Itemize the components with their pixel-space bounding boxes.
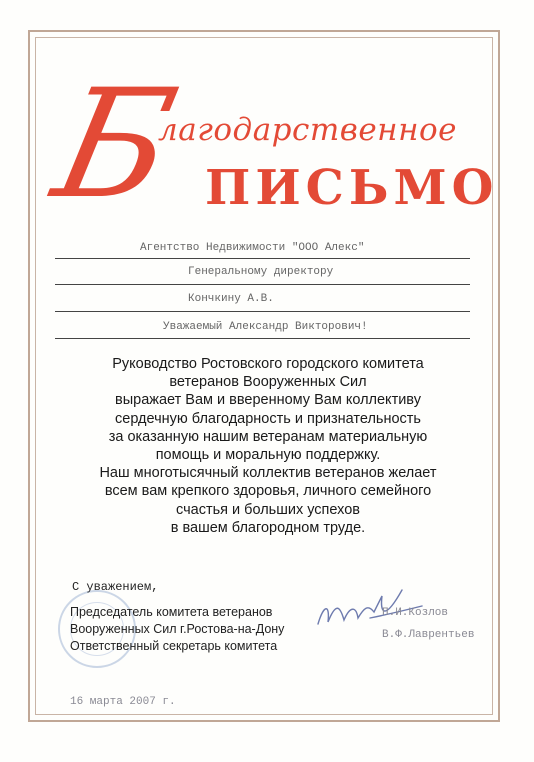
addressee-name: Кончкину А.В. [188, 293, 274, 305]
signatory-name: В.Ф.Лаврентьев [382, 629, 475, 641]
signatory-name: П.И.Козлов [382, 607, 449, 619]
letter-body [58, 355, 478, 537]
title-initial: Б [41, 58, 189, 232]
body-line: помощь и моральную поддержку. [155, 447, 381, 464]
signatory-title: Вооруженных Сил г.Ростова-на-Дону [70, 622, 285, 636]
letter-date: 16 марта 2007 г. [70, 696, 176, 708]
body-line: Руководство Ростовского городского комитета [112, 356, 424, 372]
signatory-title: Председатель комитета ветеранов [70, 605, 273, 619]
body-line: за оказанную нашим ветеранам материальную [108, 428, 428, 445]
address-rule [55, 258, 470, 259]
body-line: Наш многотысячный коллектив ветеранов желает [99, 465, 437, 482]
body-line: всем вам крепкого здоровья, личного семейного [104, 483, 432, 500]
address-rule [55, 284, 470, 285]
body-line: в вашем благородном труде. [170, 519, 366, 536]
signatory-title: Ответственный секретарь комитета [70, 639, 278, 653]
body-line: выражает Вам и вверенному Вам коллективу [115, 392, 421, 409]
signatory-names [382, 602, 474, 646]
greeting: Уважаемый Александр Викторович! [163, 321, 368, 333]
title-line-1: лагодарственное [158, 112, 458, 148]
title-line-2: ПИСЬМО [205, 160, 499, 216]
addressee-position: Генеральному директору [188, 266, 334, 278]
addressee-organization: Агентство Недвижимости "ООО Алекс" [140, 242, 365, 254]
address-rule [55, 338, 470, 339]
closing-phrase: С уважением, [72, 580, 159, 594]
body-line: счастья и больших успехов [175, 501, 361, 518]
body-line: сердечную благодарность и признательность [115, 410, 421, 427]
signatory-titles [70, 604, 284, 655]
body-line: ветеранов Вооруженных Сил [169, 374, 367, 391]
address-rule [55, 311, 470, 312]
